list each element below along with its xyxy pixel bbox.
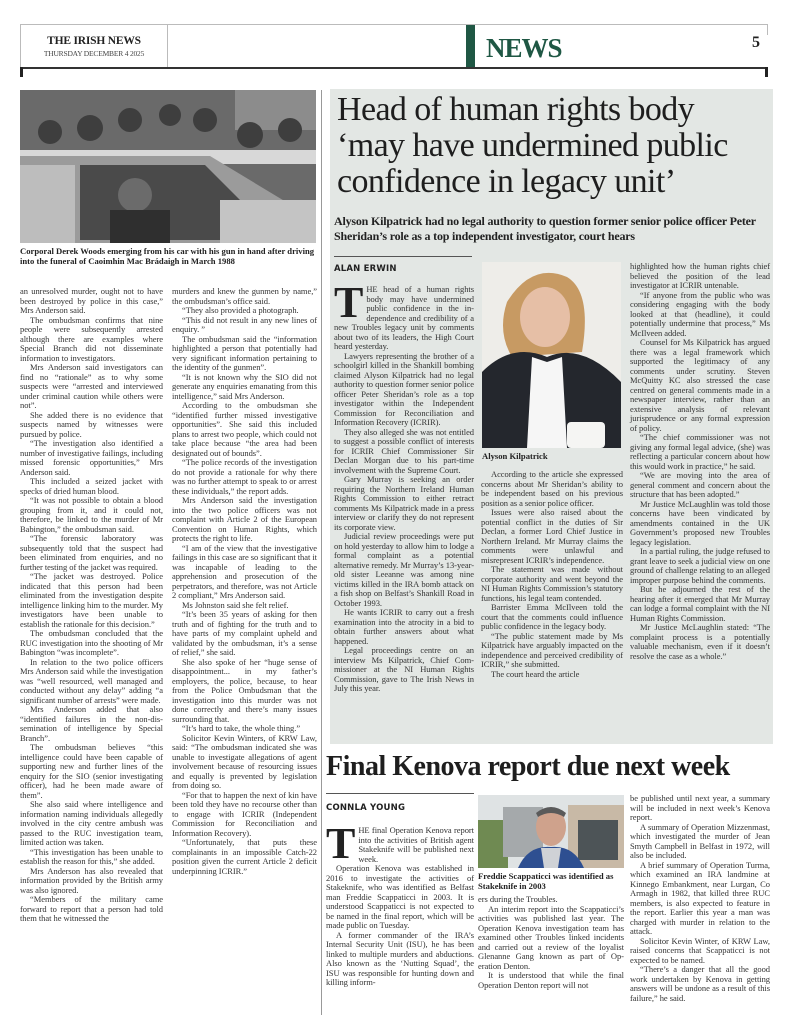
paragraph: Mrs Anderson said investigators can find no “rationale” as to why some suspects were “arrested and interviewed under criminal caution while others were not”. — [20, 362, 163, 410]
paragraph: “We are moving into the area of general comment and concern about the structure that has been adopted.” — [630, 470, 770, 499]
paragraph: Lawyers representing the brother of a schoolgirl killed in the Shankill bombing claimed Alyson Kilpatrick had no legal authority to question former senior police officer Peter Sheridan’s role as a top investigator within the Independent Commission for Reconciliation and Information Recovery (ICRIR). — [334, 350, 474, 427]
paragraph: “For that to happen the next of kin have been told they have no recourse other than to engage with ICRIR (Independent Commission for Reconciliation and Information Recovery). — [172, 789, 317, 838]
section-title: NEWS — [486, 33, 562, 63]
paragraph: “It is not known why the SIO did not generate any enquiries emanating from this intelligence,” said Mrs Anderson. — [172, 371, 317, 401]
paragraph: murders and knew the gunmen by name,” the ombudsman’s office said. — [172, 286, 317, 306]
newspaper-name: THE IRISH NEWS — [47, 35, 141, 47]
column-divider — [321, 90, 322, 1015]
funeral-photo-illustration — [20, 90, 316, 243]
paragraph: “Unfortunately, that puts these complainants in an impossible Catch-22 position given the current Article 2 deficit underpinning ICRIR.” — [172, 837, 317, 876]
paragraph: “This investigation has been unable to establish the reason for this,” she added. — [20, 846, 163, 866]
paragraph: “It’s hard to take, the whole thing.” — [182, 723, 301, 733]
left-story-column-1 — [20, 287, 163, 924]
paragraph: Mrs Anderson has also revealed that information provided by the British army was also ignored. — [20, 865, 163, 895]
main-byline: ALAN ERWIN — [334, 264, 397, 274]
paragraph: Ms Johnston said she felt relief. — [182, 599, 289, 610]
paragraph: “It was not possible to obtain a blood grouping from it, and it could not, therefore, be linked to the murder of Mr Babington,” the ombudsman said. — [20, 495, 163, 534]
kenova-lead-paragraph — [326, 819, 474, 868]
kenova-column-2 — [478, 895, 624, 990]
main-headline: Head of human rights body ‘may have undermined public confidence in legacy unit’ — [337, 91, 728, 200]
kenova-byline: CONNLA YOUNG — [326, 803, 406, 813]
lead-paragraph — [334, 278, 474, 352]
paragraph: The ombudsman believes “this intelligence could have been capable of supporting new and further lines of the enquiry for the SIO (senior investigating officer), had he been made aware of them”. — [20, 742, 163, 800]
paragraph: Barrister Emma McIlveen told the court that the comments could influence public confidence in the legacy body. — [481, 602, 623, 631]
paragraph: ers during the Troubles. — [478, 894, 558, 904]
scappaticci-photo-caption: Freddie Scappaticci was identified as Stakeknife in 2003 — [478, 871, 614, 891]
paragraph: “The chief commissioner was not giving any formal legal advice, (she) was reflecting a particular concern about how this would work in practice,” he said. — [630, 432, 770, 471]
paragraph: It is understood that while the final Operation Denton report will not — [478, 970, 624, 990]
lead-text: HE head of a human rights body may have undermined public confidence in the independence and credibility of a new Troubles legacy unit by comments about two of its leaders, the High Court heard yesterday. — [334, 284, 474, 351]
paragraph: Judicial review proceedings were put on hold yesterday to allow him to lodge a formal complaint as a potential alternative remedy. Mr Murray’s 13-year-old sister Leeanne was among nine victims killed in the IRA bomb attack on a fish shop on Belfast’s Shankill Road in October 1993. — [334, 531, 474, 608]
paragraph: “The police records of the investigation do not provide a rationale for why there was no further attempt to speak to or arrest these individuals,” the report adds. — [172, 457, 317, 496]
kilpatrick-photo-caption: Alyson Kilpatrick — [482, 451, 548, 461]
paragraph: The ombudsman concluded that the RUC investigation into the shooting of Mr Babington “was incomplete”. — [20, 628, 163, 657]
scappaticci-photo-illustration — [478, 795, 624, 868]
main-story-column-3 — [630, 262, 770, 661]
kenova-column-3 — [630, 794, 770, 1003]
main-story-column-1 — [334, 278, 474, 694]
paragraph: In a partial ruling, the judge refused to grant leave to seek a judicial view on one ground of challenge relating to an alleged improper purpose behind the comments. — [630, 546, 770, 585]
paragraph: According to the ombudsman she “identified further missed investigative opportunities”. She said this included plans to arrest two people, which could not take place because “the area had been designated out of bounds”. — [172, 400, 317, 458]
paragraph: She added there is no evidence that suspects named by witnesses were pursued by police. — [20, 409, 163, 439]
drop-cap: T — [334, 278, 364, 327]
funeral-photo — [20, 90, 316, 243]
kenova-column-1 — [326, 819, 474, 988]
kenova-drop-cap: T — [326, 819, 356, 868]
paragraph: But he adjourned the rest of the hearing after it emerged that Mr Murray can lodge a formal complaint with the NI Human Rights Commission. — [630, 584, 770, 623]
paragraph: He wants ICRIR to carry out a fresh examination into the atrocity in a bid to obtain further answers about what happened. — [334, 607, 474, 646]
masthead-rule — [20, 67, 768, 69]
paragraph: An interim report into the Scappaticci’s activities was published last year. The Operation Kenova investigation team has examined other Troubles linked incidents and carried out a review of the loyalist Glenanne Gang known as part of Operation Denton. — [478, 903, 624, 971]
paragraph: “This did not result in any new lines of enquiry. ” — [172, 314, 317, 334]
paragraph: “There’s a danger that all the good work undertaken by Kenova in getting answers will be undone as a result of this failure,” he said. — [630, 964, 770, 1003]
paragraph: an unresolved murder, ought not to have been destroyed by police in this case,” Mrs Anderson said. — [20, 286, 163, 315]
paragraph: A summary of Operation Mizzenmast, which investigated the murder of Jean Smyth Campbell in Belfast in 1972, will also be included. — [630, 821, 770, 860]
paragraph: Issues were also raised about the potential conflict in the duties of Sir Declan, a former Lord Chief Justice in Northern Ireland. Mr Murray claims the comments were unlawful and misrepresent ICRIR’s independence. — [481, 507, 623, 565]
paragraph: Gary Murray is seeking an order requiring the Northern Ireland Human Rights Commission to either retract comments Ms Kilpatrick made in a press interview or clarify they do not represent its corporate view. — [334, 474, 474, 532]
paragraph: The court heard the article — [491, 668, 580, 679]
paragraph: Mrs Anderson added that also “identified failures in the non-dissemination of intelligence by Special Branch”. — [20, 704, 163, 743]
paragraph: Counsel for Ms Kilpatrick has argued there was a legal framework which supported the legitimacy of any comments under scrutiny. Steven McQuitty KC also stressed the case centred on general comments made in a newspaper interview, rather than an extensive analysis of relevant jurisprudence or any formal expression of policy. — [630, 337, 770, 433]
paragraph: A brief summary of Operation Turma, which examined an IRA landmine at Kinnego Embankment, near Lurgan, Co Armagh in 1982, that killed three RUC members, is also expected to feature in the report. Earlier this year a man was charged with murder in relation to the attack. — [630, 859, 770, 936]
paragraph: The ombudsman said the “information highlighted a person that potentially had very significant information pertaining to the identity of the gunmen”. — [172, 333, 317, 372]
paragraph: In relation to the two police officers Mrs Anderson said while the investigation was “well resourced, well managed and conducted without any delay” adding “a significant number of arrests” were made. — [20, 656, 163, 705]
kilpatrick-photo — [482, 262, 621, 448]
brand-box — [20, 25, 168, 67]
masthead — [20, 24, 768, 68]
paragraph: She also spoke of her “huge sense of disappointment... in my father’s employers, the police, because, to hear from the Police Ombudsman that the investigation into this murder was not done correctly and there’s many issues surrounding that. — [172, 656, 317, 724]
paragraph: Solicitor Kevin Winter, of KRW Law, raised concerns that Scappaticci is not expected to be named. — [630, 935, 770, 965]
paragraph: Mr Justice McLaughlin was told those concerns have been vindicated by amendments contained in the UK Government’s proposed new Troubles legacy legislation. — [630, 498, 770, 547]
main-standfirst: Alyson Kilpatrick had no legal authority to question former senior police officer Peter Sheridan’s role as a top independent investigator, court hears — [334, 214, 756, 243]
paragraph: Solicitor Kevin Winters, of KRW Law, said: “The ombudsman indicated she was unable to investigate allegations of agent involvement because of resourcing issues and equally is prevented by legislation from doing so. — [172, 732, 317, 790]
page-number: 5 — [752, 34, 760, 51]
paragraph: According to the article she expressed concerns about Mr Sheridan’s ability to be independent based on his previous position as a senior police officer. — [481, 469, 623, 508]
funeral-photo-caption: Corporal Derek Woods emerging from his car with his gun in hand after driving into the funeral of Caoimhin Mac Brádaigh in March 1988 — [20, 246, 315, 266]
paragraph: Mr Justice McLaughlin stated: “The complaint process is a potentially valuable mechanism, even if it doesn’t resolve the case as a whole.” — [630, 622, 770, 661]
paragraph: Mrs Anderson said the investigation into the two police officers was not complaint with Article 2 of the European Convention on Human Rights, which protects the right to life. — [172, 495, 317, 543]
paragraph: “I am of the view that the investigative failings in this case are so significant that it was incapable of leading to the apprehension and prosecution of the perpetrators, and therefore, was not Article 2 compliant,” Mrs Anderson said. — [172, 542, 317, 600]
paragraph: They also alleged she was not entitled to suggest a possible conflict of interests for ICRIR Chief Commissioner Sir Declan Morgan due to his part-time involvement with the Supreme Court. — [334, 426, 474, 475]
paragraph: Legal proceedings centre on an interview Ms Kilpatrick, Chief Commissioner at the NI Human Rights Commission, gave to The Irish News in July this year. — [334, 645, 474, 693]
byline-rule — [334, 256, 472, 257]
paragraph: She also said where intelligence and information naming individuals allegedly involved in the city centre ambush was passed to the RUC investigation team, limited action was taken. — [20, 799, 163, 847]
paragraph: “It’s been 35 years of asking for then truth and of fighting for the truth and to have parts of my complaint upheld and validated by the ombudsman, it’s a sense of relief,” she said. — [172, 609, 317, 657]
paragraph: This included a seized jacket with specks of dried human blood. — [20, 476, 163, 496]
paragraph: be published until next year, a summary will be included in next week’s Kenova report. — [630, 793, 770, 822]
paragraph: A former commander of the IRA’s Internal Security Unit (ISU), he has been linked to multiple murders and abductions. Also known as the ‘Nutting Squad’, the ISU was responsible for hunting down and killing inform- — [326, 929, 474, 987]
paragraph: “The jacket was destroyed. Police indicated that this person had been eliminated from the investigation despite intelligence linking him to the murder. My investigators have been unable to establish the rationale for this decision.” — [20, 571, 163, 629]
paragraph: “Members of the military came forward to report that a person had told them that he witnessed the — [20, 894, 163, 923]
paragraph: Operation Kenova was established in 2016 to investigate the activities of Stakeknife, who was identified as Belfast man Freddie Scappaticci in 2003. It is understood Scappaticci is not expected to be named in the final report, which will be made public on Tuesday. — [326, 863, 474, 930]
paragraph: The statement was made without corporate authority and went beyond the NI Human Rights Commission’s statutory functions, his legal team contended. — [481, 564, 623, 603]
paragraph: The ombudsman confirms that nine people were subsequently arrested although there are examples where Special Branch did not disseminate information to investigators. — [20, 314, 163, 363]
paragraph: “If anyone from the public who was considering engaging with the body looked at that (headline), it could potentially undermine that process,” Ms McIlveen added. — [630, 289, 770, 338]
paragraph: “The investigation also identified a number of investigative failings, including missed forensic opportunities,” Mrs Anderson said. — [20, 438, 163, 477]
paragraph: “They also provided a photograph. — [182, 305, 299, 315]
kenova-lead-text: HE final Operation Kenova report into the activities of British agent Stakeknife will be published next week. — [358, 825, 474, 864]
left-story-column-2 — [172, 287, 317, 876]
scappaticci-photo — [478, 795, 624, 868]
issue-date: THURSDAY DECEMBER 4 2025 — [43, 49, 145, 58]
main-story-column-2 — [481, 470, 623, 679]
section-accent-bar — [466, 25, 475, 68]
masthead-divider — [767, 25, 768, 35]
kenova-headline: Final Kenova report due next week — [326, 751, 730, 782]
paragraph: “The forensic laboratory was subsequently told that the suspect had been eliminated from enquiries, and no further testing of the jacket was required. — [20, 533, 163, 572]
kenova-byline-rule — [326, 793, 474, 794]
paragraph: highlighted how the human rights chief believed the position of the lead investigator at ICRIR untenable. — [630, 261, 770, 290]
kilpatrick-photo-illustration — [482, 262, 621, 448]
paragraph: “The public statement made by Ms Kilpatrick have arguably impacted on the independence and perceived credibility of ICRIR,” she submitted. — [481, 630, 623, 669]
